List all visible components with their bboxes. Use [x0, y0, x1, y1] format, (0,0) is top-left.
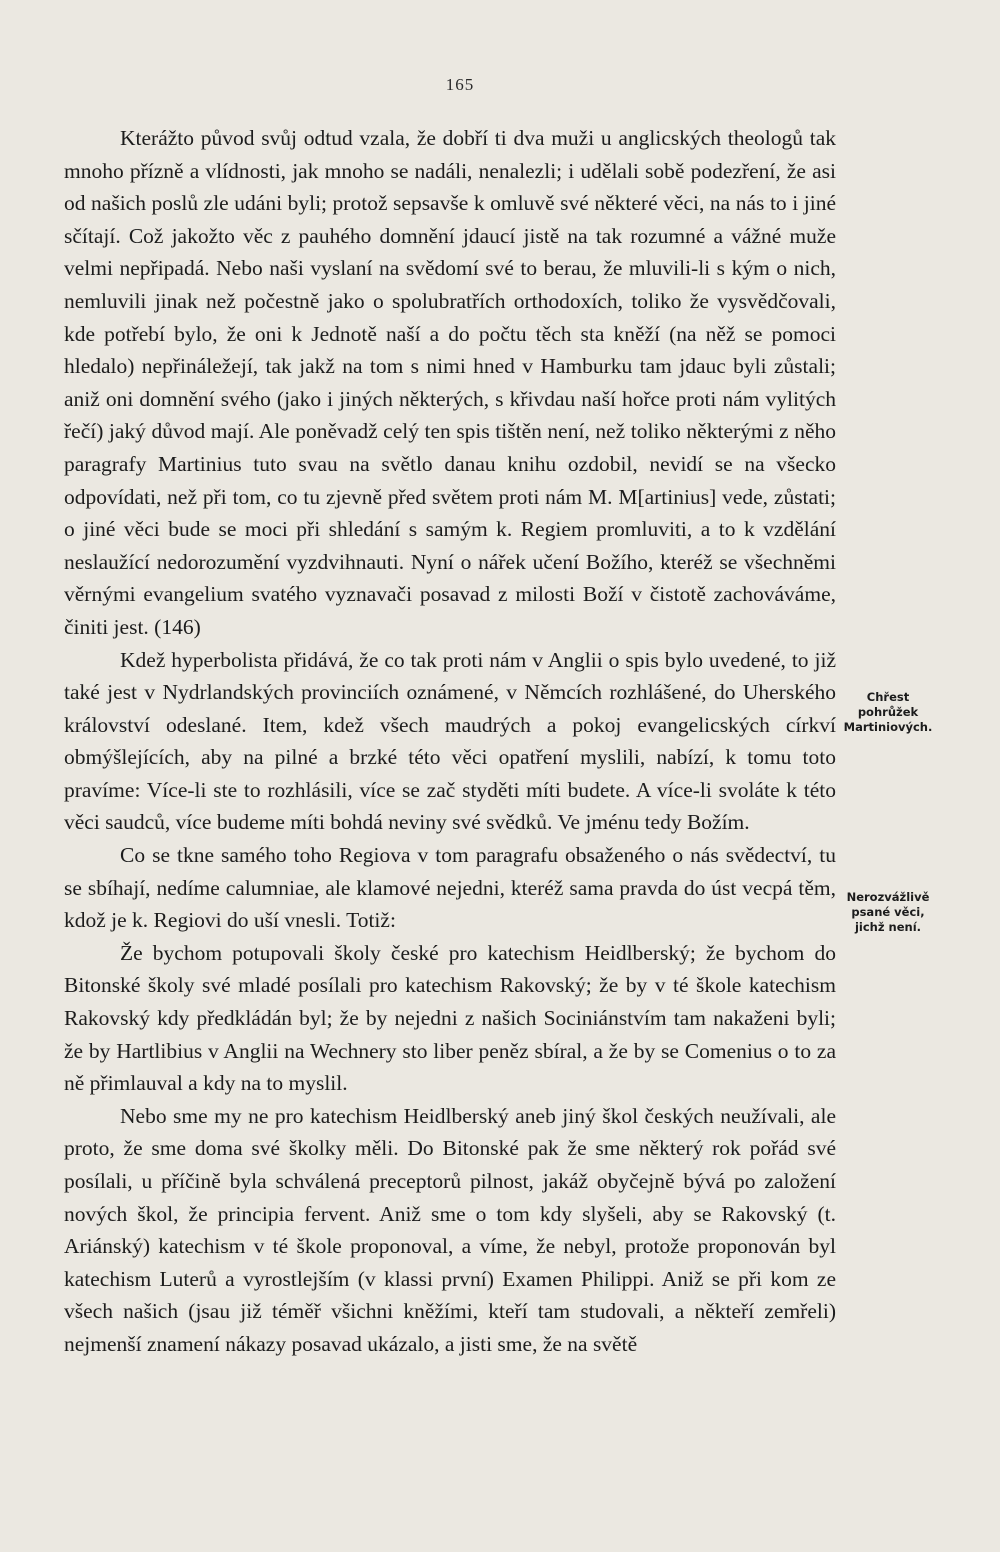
- paragraph: Kterážto původ svůj odtud vzala, že dobří ti dva muži u anglicských theologů tak mnoho přízně a vlídnosti, jak mnoho se nadáli, nenalezli; i udělali sobě podezření, že asi od našich poslů zle udáni byli; protož sepsavše k omluvě své některé věci, na nás to i jiné sčítají. Což jakožto věc z pauhého domnění jdaucí jistě na tak rozumné a vážné muže velmi nepřipadá. Nebo naši vyslaní na svědomí své to berau, že mluvili-li s kým o nich, nemluvili jinak než počestně jako o spolubratřích orthodoxích, toliko že vysvědčovali, kde potřebí bylo, že oni k Jednotě naší a do počtu těch sta kněží (na něž se pomoci hledalo) nepřináležejí, tak jakž na tom s nimi hned v Hamburku tam jdauc byli zůstali; aniž oni domnění svého (jako i jiných některých, s křivdau naší hořce proti nám vylitých řečí) jaký důvod mají. Ale poněvadž celý ten spis tištěn není, než toliko některými z něho paragrafy Martinius tuto svau na světlo danau knihu ozdobil, nevidí se na všecko odpovídati, než při tom, co tu zjevně před světem proti nám M. M[artinius] vede, zůstati; o jiné věci bude se moci při shledání s samým k. Regiem promluviti, a to k vzdělání neslaužící nedorozumění vyzdvihnauti. Nyní o nářek učení Božího, kteréž se všechněmi věrnými evangelium svatého vyznavači posavad z milosti Boží v čistotě zachováváme, činiti jest. (146): [64, 126, 836, 639]
- paragraph: Co se tkne samého toho Regiova v tom paragrafu obsaženého o nás svědectví, tu se sbíhají, nedíme calumniae, ale klamové nejedni, kteréž sama pravda do úst vecpá těm, kdož je k. Regiovi do uší vnesli. Totiž:: [64, 843, 836, 933]
- main-text: [64, 122, 836, 1361]
- margin-note: Chřest pohrůžek Martiniových.: [843, 690, 933, 734]
- paragraph: Nebo sme my ne pro katechism Heidlberský aneb jiný škol českých neužívali, ale proto, že sme doma své školky měli. Do Bitonské pak že sme některý rok pořád své posílali, u příčině byla schválená preceptorů pilnost, jakáž obyčejně bývá po založení nových škol, že principia fervent. Aniž sme o tom kdy slyšeli, aby se Rakovský (t. Ariánský) katechism v té škole proponoval, a víme, že nebyl, protože proponován byl katechism Luterů a vyrostlejším (v klassi první) Examen Philippi. Aniž se při kom ze všech našich (jsau již téměř všichni kněžími, kteří tam studovali, a někteří zemřeli) nejmenší znamení nákazy posavad ukázalo, a jisti sme, že na světě: [64, 1103, 836, 1356]
- page-number: 165: [445, 75, 475, 94]
- paragraph: Kdež hyperbolista přidává, že co tak proti nám v Anglii o spis bylo uvedené, to již také jest v Nydrlandských provinciích oznámené, v Němcích rozhlášené, do Uherského království odeslané. Item, kdež všech maudrých a pokoj evangelicských církví obmýšlejících, aby na pilné a brzké této věci opatření myslili, nabízí, k tomu toto pravíme: Více-li ste to rozhlásili, více se zač styděti míti budete. A více-li svoláte k této věci saudců, více budeme míti bohdá neviny své svědků. Ve jménu tedy Božím.: [64, 647, 836, 835]
- paragraph: Že bychom potupovali školy české pro katechism Heidlberský; že bychom do Bitonské školy své mladé posílali pro katechism Rakovský; že by v té škole katechism Rakovský kdy předkládán byl; že by nejedni z našich Sociniánstvím tam nakaženi byli; že by Hartlibius v Anglii na Wechnery sto liber peněz sbíral, a že by se Comenius o to za ně přimlauval a kdy na to myslil.: [64, 940, 836, 1096]
- margin-note: Nerozvážlivě psané věci, jichž není.: [846, 890, 930, 934]
